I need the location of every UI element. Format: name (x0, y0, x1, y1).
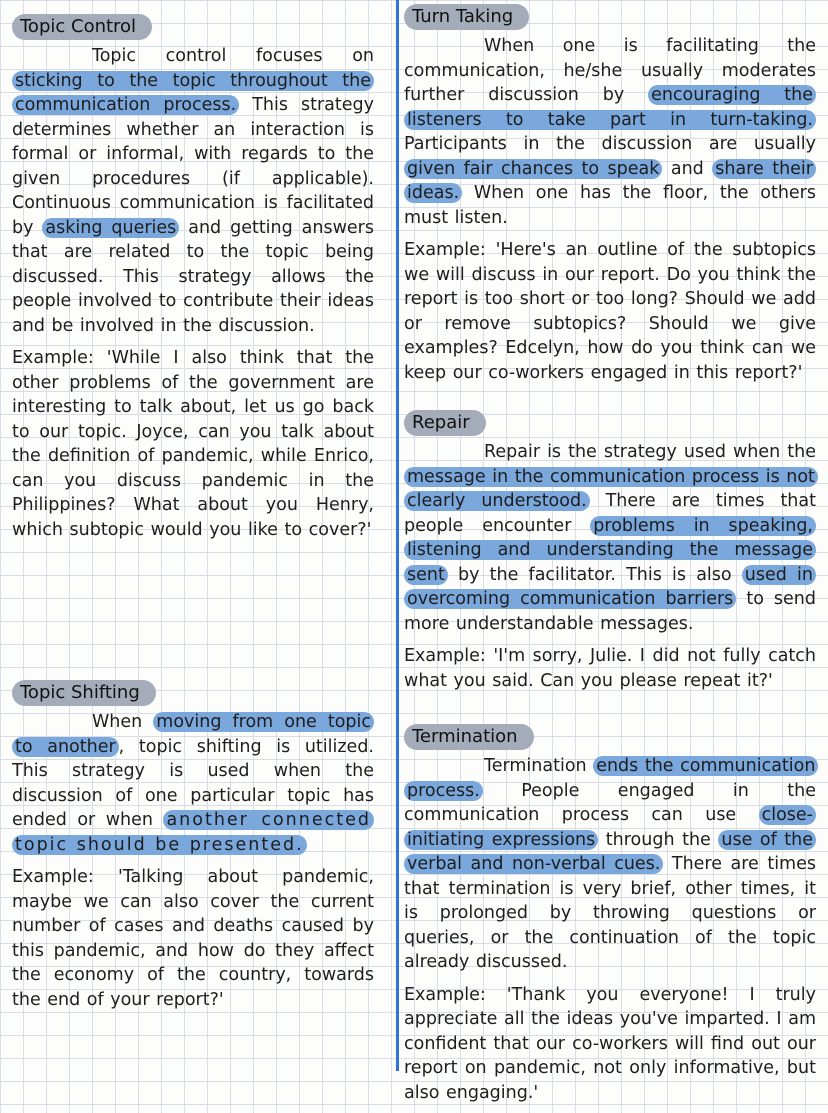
highlight: use of the verbal and non-verbal cues. (404, 830, 816, 875)
section-body: When moving from one topic to another , topic shifting is utilized. This strategy is used when the discussion of one particular topic has ended or when another connected topic should be presented. (12, 712, 374, 855)
section-body: Repair is the strategy used when the message in the communication process is not clearly understood. There are times that people encounter problems in speaking, listening and understanding the message sent by the facilitator. This is also used in overcoming communication barriers to send more understandable messages. (404, 442, 816, 634)
section-title: Termination (404, 724, 534, 750)
column-divider (396, 0, 399, 1071)
section-title: Turn Taking (404, 4, 529, 30)
section-turn-taking (404, 4, 816, 393)
section-example: Example: 'Talking about pandemic, maybe we can also cover the current number of cases and deaths caused by this pandemic, and how do they affect the economy of the country, towards the end of your report?' (12, 867, 374, 1010)
highlight: given fair chances to speak (404, 159, 662, 179)
section-body: Topic control focuses on sticking to the topic throughout the communication process. This strategy determines whether an interaction is formal or informal, with regards to the given procedures (if applicable). Continuous communication is facilitated by asking queries and getting answers that are related to the topic being discussed. This strategy allows the people involved to contribute their ideas and be involved in the discussion. (12, 46, 374, 336)
highlight: close-initiating expressions (404, 805, 816, 850)
highlight: share their ideas. (404, 159, 816, 204)
section-title: Repair (404, 410, 486, 436)
section-body: Termination ends the communication process. People engaged in the communication process can use close-initiating expressions through the use of the verbal and non-verbal cues. There are times that termination is very brief, other times, it is prolonged by throwing questions or queries, or the continuation of the topic already discussed. (404, 754, 816, 975)
highlight: sticking to the topic throughout the communication process. (12, 71, 374, 116)
section-title: Topic Control (12, 14, 152, 40)
section-repair (404, 410, 816, 701)
highlight: encouraging the listeners to take part in turn-taking. (404, 85, 816, 130)
section-example: Example: 'Thank you everyone! I truly appreciate all the ideas you've imparted. I am confident that our co-workers will find out our report on pandemic, not only informative, but also engaging.' (404, 984, 816, 1103)
highlight: asking queries (42, 218, 179, 238)
highlight: moving from one topic to another (12, 712, 374, 757)
highlight: problems in speaking, listening and understanding the message sent (404, 516, 816, 585)
section-title: Topic Shifting (12, 680, 156, 706)
highlight: ends the communication process. (404, 756, 818, 801)
section-example: Example: 'While I also think that the other problems of the government are interesting to talk about, let us go back to our topic. Joyce, can you talk about the definition of pandemic, while Enrico, can you discuss pandemic in the Philippines? What about you Henry, which subtopic would you like to cover?' (12, 348, 374, 540)
section-example: Example: 'I'm sorry, Julie. I did not fully catch what you said. Can you please repeat it?' (404, 646, 816, 691)
section-termination (404, 724, 816, 1113)
highlight: used in overcoming communication barriers (404, 565, 816, 610)
section-example: Example: 'Here's an outline of the subtopics we will discuss in our report. Do you think the report is too short or too long? Should we add or remove subtopics? Should we give examples? Edcelyn, how do you think can we keep our co-workers engaged in this report?' (404, 240, 816, 383)
section-topic-control (12, 14, 374, 550)
highlight: message in the communication process is not clearly understood. (404, 467, 818, 512)
section-topic-shifting (12, 680, 374, 1020)
highlight: another connected topic should be presented. (12, 810, 374, 855)
section-body: When one is facilitating the communication, he/she usually moderates further discussion by encouraging the listeners to take part in turn-taking. Participants in the discussion are usually given fair chances to speak and share their ideas. When one has the floor, the others must listen. (404, 36, 816, 228)
